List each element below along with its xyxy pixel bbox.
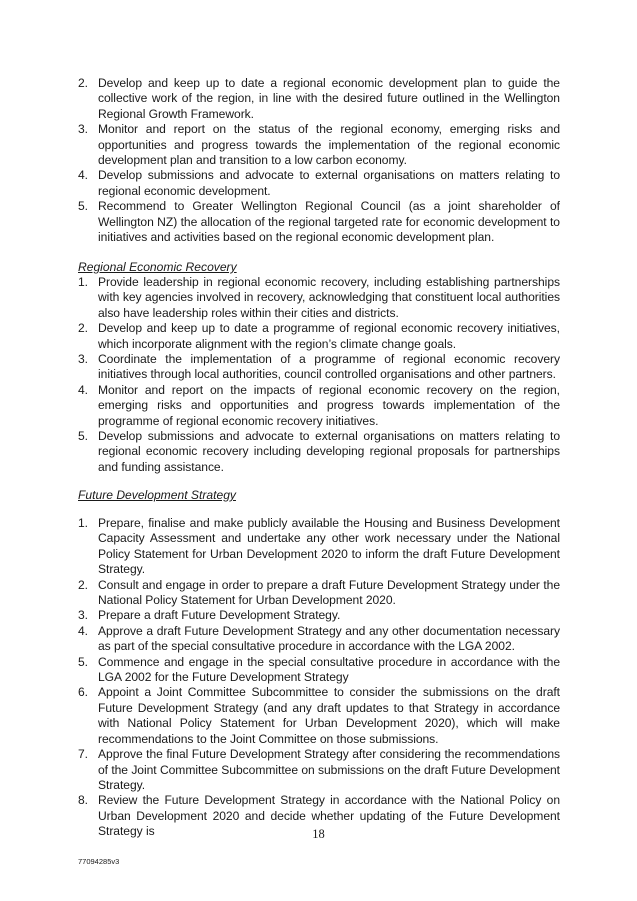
list-item-text: Develop submissions and advocate to external organisations on matters relating to regional economic recovery including developing regional proposals for partnerships and funding assistance. [98,429,560,474]
list-item-text: Prepare a draft Future Development Strategy. [98,608,341,623]
list-item [78,383,560,429]
list-item [78,685,560,747]
list-item-number: 7. [78,747,88,762]
list-item-number: 2. [78,76,88,90]
list-item [78,352,560,383]
list-item-number: 3. [78,122,88,137]
list-item [78,168,560,199]
fds-list [78,516,560,840]
list-item [78,747,560,793]
list-item-text: Approve the final Future Development Strategy after considering the recommendations of the Joint Committee Subcommittee on submissions on the draft Future Development Strategy. [98,747,560,792]
list-item [78,608,560,623]
list-item-text: Commence and engage in the special consultative procedure in accordance with the LGA 2002 for the Future Development Strategy [98,654,560,685]
fds-list-block [78,516,560,840]
list-item-number: 6. [78,685,88,700]
list-item-text: Approve a draft Future Development Strategy and any other documentation necessary as part of the special consultative procedure in accordance with the LGA 2002. [98,623,560,654]
list-item [78,655,560,686]
future-development-strategy-heading: Future Development Strategy [78,488,236,502]
list-item-text: Prepare, finalise and make publicly available the Housing and Business Development Capacity Assessment and undertake any other work necessary under the National Policy Statement for Urban Development 2020 to inform the draft Future Development Strategy. [98,516,560,577]
list-item-number: 2. [78,577,88,592]
list-item-number: 5. [78,429,88,444]
list-item-number: 5. [78,199,88,214]
list-item [78,122,560,168]
economic-development-list-block [78,76,560,245]
list-item-text: Provide leadership in regional economic recovery, including establishing partnerships with key agencies involved in recovery, acknowledging that constituent local authorities also have leadership roles within their cities and districts. [98,275,560,320]
document-id: 77094285v3 [78,857,120,866]
list-item [78,429,560,475]
list-item-number: 3. [78,352,88,367]
list-item [78,578,560,609]
list-item-text: Review the Future Development Strategy in accordance with the National Policy on Urban Development 2020 and decide whether updating of the Future Development Strategy is [98,793,560,839]
list-item [78,516,560,578]
page-number: 18 [312,827,325,841]
list-item-number: 8. [78,793,88,808]
list-item [78,275,560,321]
list-item-text: Consult and engage in order to prepare a draft Future Development Strategy under the National Policy Statement for Urban Development 2020. [98,577,560,608]
list-item-text: Develop and keep up to date a programme of regional economic recovery initiatives, which incorporate alignment with the region’s climate change goals. [98,321,560,351]
list-item-number: 1. [78,275,88,289]
list-item-text: Develop submissions and advocate to external organisations on matters relating to regional economic development. [98,168,560,198]
list-item-number: 2. [78,321,88,336]
list-item-text: Monitor and report on the status of the regional economy, emerging risks and opportunities and progress towards the implementation of the regional economic development plan and transition to a low carbon economy. [98,122,560,168]
list-item-text: Appoint a Joint Committee Subcommittee to consider the submissions on the draft Future Development Strategy (and any draft updates to that Strategy in accordance with National Policy Statement for Urban Development 2020), which will make recommendations to the Joint Committee on those submissions. [98,685,560,746]
list-item [78,321,560,352]
regional-economic-recovery-heading: Regional Economic Recovery [78,260,237,274]
list-item-number: 4. [78,168,88,183]
recovery-list [78,275,560,475]
economic-development-list [78,76,560,245]
list-item-number: 5. [78,654,88,669]
list-item [78,76,560,122]
recovery-list-block [78,275,560,475]
list-item [78,199,560,245]
list-item [78,624,560,655]
list-item-number: 4. [78,382,88,397]
list-item-text: Monitor and report on the impacts of regional economic recovery on the region, emerging risks and opportunities and progress towards implementation of the programme of regional economic recovery initiatives. [98,382,560,428]
list-item-text: Coordinate the implementation of a programme of regional economic recovery initiatives through local authorities, council controlled organisations and other partners. [98,352,560,382]
list-item-text: Develop and keep up to date a regional economic development plan to guide the collective work of the region, in line with the desired future outlined in the Wellington Regional Growth Framework. [98,76,560,121]
list-item-number: 4. [78,623,88,638]
list-item-number: 1. [78,516,88,530]
list-item-text: Recommend to Greater Wellington Regional Council (as a joint shareholder of Wellington NZ) the allocation of the regional targeted rate for economic development to initiatives and activities based on the regional economic development plan. [98,199,560,245]
list-item-number: 3. [78,608,88,623]
